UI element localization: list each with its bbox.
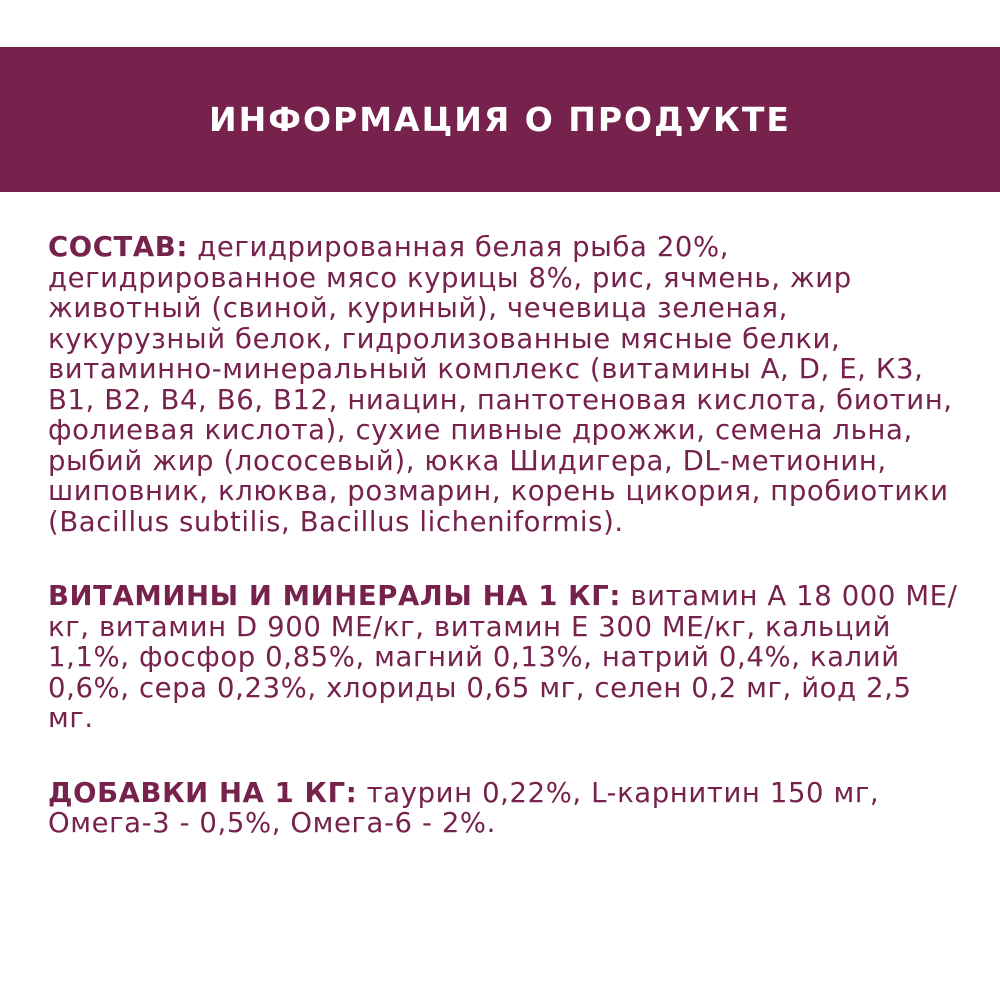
composition-text: дегидрированная белая рыба 20%, дегидрированное мясо курицы 8%, рис, ячмень, жир животный (свиной, куриный), чечевица зеленая, кукурузный белок, гидролизованные мясные белки, витаминно-минеральный комплекс (витамины A, D, E, К3, B1, B2, B4, B6, B12, ниацин, пантотеновая кислота, биотин, фолиевая кислота), сухие пивные дрожжи, семена льна, рыбий жир (лососевый), юкка Шидигера, DL-метионин, шиповник, клюква, розмарин, корень цикория, пробиотики (Bacillus subtilis, Bacillus licheniformis). (48, 231, 953, 538)
header-banner (0, 47, 1000, 192)
composition-paragraph (48, 232, 958, 537)
additives-text: таурин 0,22%, L-карнитин 150 мг, Омега-3 - 0,5%, Омега-6 - 2%. (48, 776, 880, 839)
additives-label: ДОБАВКИ НА 1 КГ: (48, 776, 358, 809)
vitamins-label: ВИТАМИНЫ И МИНЕРАЛЫ НА 1 КГ: (48, 580, 621, 612)
vitamins-text: витамин А 18 000 МЕ/кг, витамин D 900 МЕ/кг, витамин Е 300 МЕ/кг, кальций 1,1%, фосфор 0,85%, магний 0,13%, натрий 0,4%, калий 0,6%, сера 0,23%, хлориды 0,65 мг, селен 0,2 мг, йод 2,5 мг. (48, 580, 958, 734)
vitamins-paragraph (48, 581, 958, 734)
page-title: ИНФОРМАЦИЯ О ПРОДУКТЕ (209, 100, 791, 139)
additives-paragraph (48, 778, 958, 839)
product-info-content (48, 232, 958, 883)
composition-label: СОСТАВ: (48, 231, 188, 263)
